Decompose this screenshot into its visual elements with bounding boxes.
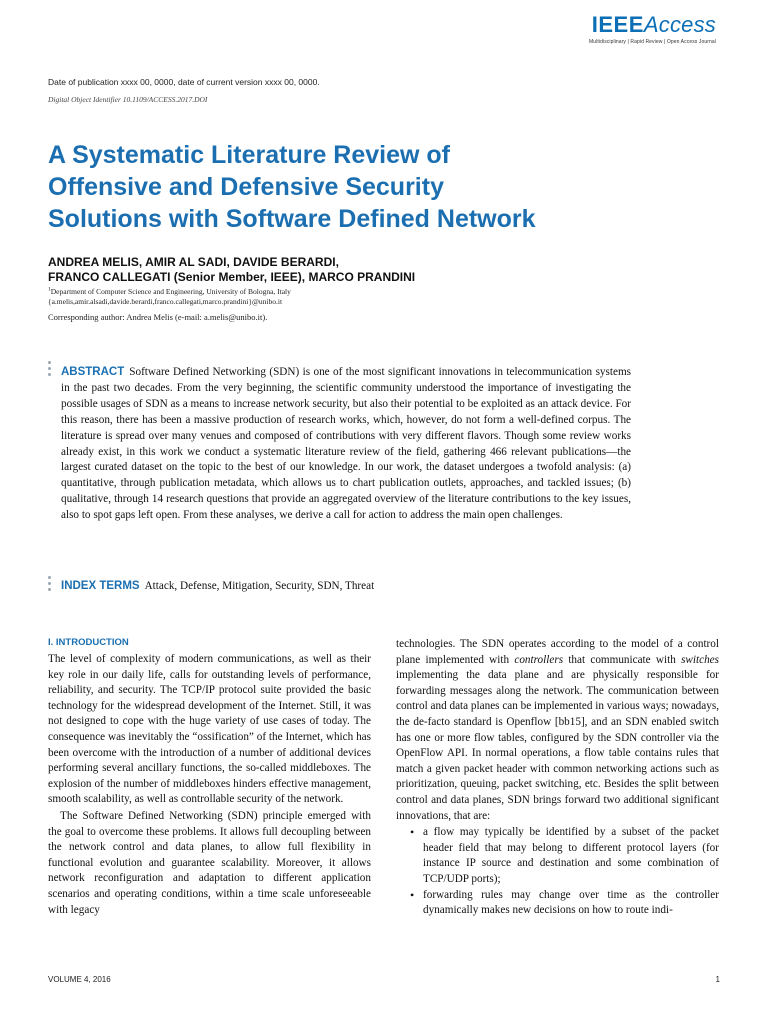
intro-paragraph-2: The Software Defined Networking (SDN) principle emerged with the goal to overcome these problems. It allows full decoupling between the network control and data planes, to allow full flexibility in functional evolution and guarantee scalability. Moreover, it allows network reconfiguration and adaptation to different application scenarios and operating conditions, within a time scale unforeseeable with legacy — [48, 809, 371, 916]
intro-paragraph-1: The level of complexity of modern communications, as well as their key role in our daily life, calls for outstanding levels of performance, reliability, and security. The TCP/IP protocol suite provided the basic technology for the widespread development of the Internet. Still, it was not designed to cope with the huge variety of use cases of today. The consequence was inevitably the “ossification” of the Internet, which has been overcome with the introduction of a number of additional devices performing several ancillary functions, the so-called middleboxes. The explosion of the number of middleboxes hinders effective management, smooth scalability, as well as controllable security of the network. — [48, 653, 371, 806]
abstract-block — [61, 365, 631, 524]
logo-tagline: Multidisciplinary | Rapid Review | Open Access Journal — [589, 39, 716, 45]
abstract-heading: ABSTRACT — [61, 366, 125, 378]
paper-title — [48, 139, 688, 235]
corresponding-author: Corresponding author: Andrea Melis (e-mail: a.melis@unibo.it). — [48, 312, 268, 322]
title-line: A Systematic Literature Review of — [48, 141, 450, 169]
intro-paragraph-3: technologies. The SDN operates according to the model of a control plane implemented with controllers that communicate with switches implementing the data plane and are physically responsible for forwarding messages along the network. The communication between control and data planes can be implemented in various ways; nowadays, the de-facto standard is Openflow [bb15], and an SDN enabled switch has one or more flow tables, configured by the SDN controller via the OpenFlow API. In normal operations, a flow table contains rules that match a given packet header with common networking actions such as prioritization, queuing, packet switching, etc. Besides the split between control and data planes, SDN brings forward two additional significant innovations, that are: — [396, 638, 719, 822]
list-item: • a flow may typically be identified by a subset of the packet header field that may belong to different protocol layers (for instance IP source and destination and some combination of TCP/UDP ports); — [396, 825, 719, 887]
title-line: Offensive and Defensive Security — [48, 173, 444, 201]
index-terms — [61, 579, 661, 594]
doi-line: Digital Object Identifier 10.1109/ACCESS.2017.DOI — [48, 95, 208, 104]
logo-wordmark: IEEEAccess — [591, 12, 716, 37]
affiliation-dept: $^1$Department of Computer Science and Engineering, University of Bologna, Italy — [48, 286, 291, 296]
publication-date: Date of publication xxxx 00, 0000, date of current version xxxx 00, 0000. — [48, 77, 320, 87]
footer-volume: VOLUME 4, 2016 — [48, 975, 111, 984]
innovation-list — [396, 825, 719, 919]
index-terms-text: Attack, Defense, Mitigation, Security, SDN, Threat — [144, 580, 375, 592]
title-line: Solutions with Software Defined Network — [48, 205, 536, 233]
abstract-dots-icon — [48, 361, 52, 379]
affiliation — [48, 287, 291, 306]
section-heading: I. INTRODUCTION — [48, 637, 129, 648]
author-list — [48, 255, 415, 285]
left-column — [48, 635, 371, 918]
footer-page-number: 1 — [715, 975, 720, 984]
abstract-text: Software Defined Networking (SDN) is one of the most significant innovations in telecommunication systems in the past two decades. From the very beginning, the scientific community understood the importance of investigating the possible usages of SDN as a means to increase network security, but also their potential to be exploited as an attack device. For this reason, there has been a massive production of research works, which, however, do not form a well-defined corpus. The literature is spread over many venues and composed of contributions with very different flavors. Though some review works already exist, in this work we conduct a systematic literature review of the field, gathering 466 relevant publications—the largest curated dataset on the topic to the best of our knowledge. In our work, the dataset undergoes a twofold analysis: (a) quantitative, through publication metadata, which allows us to chart publication outlets, approaches, and tackled issues; (b) qualitative, through 14 research questions that provide an aggregated overview of the literature contributions to the key issues, also to spot gaps left open. From these analyses, we derive a call for action to address the main open challenges. — [61, 366, 631, 522]
author-line: FRANCO CALLEGATI (Senior Member, IEEE), MARCO PRANDINI — [48, 270, 416, 284]
affiliation-emails: {a.melis,amir.alsadi,davide.berardi,franco.callegati,marco.prandini}@unibo.it — [48, 296, 283, 306]
right-column — [396, 637, 719, 919]
index-terms-dots-icon — [48, 576, 52, 594]
list-item: • forwarding rules may change over time as the controller dynamically makes new decisions on how to route indi- — [396, 888, 719, 919]
ieee-access-logo — [586, 12, 716, 52]
author-line: ANDREA MELIS, AMIR AL SADI, DAVIDE BERARDI, — [48, 255, 339, 269]
index-terms-heading: INDEX TERMS — [61, 580, 140, 592]
